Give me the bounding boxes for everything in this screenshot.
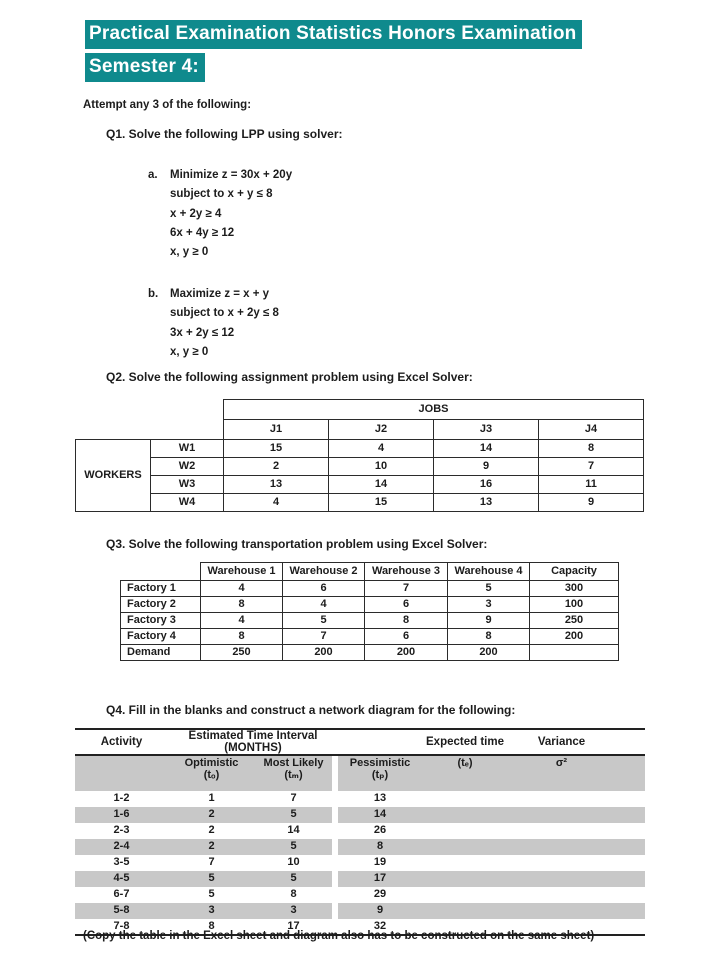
activity-cell: 6-7 [113,888,130,901]
most-likely-cell: 7 [290,792,297,805]
table-cell: 8 [201,629,283,645]
q1-part-a-lines [170,166,292,262]
col-header-j2: J2 [329,420,434,440]
col-header-warehouse3: Warehouse 3 [365,563,448,581]
table-row [75,887,645,903]
subheader-pessimistic [338,755,422,791]
col-header-j1: J1 [224,420,329,440]
optimistic-cell: 3 [168,903,255,919]
table-row [76,420,644,440]
q4-heading: Q4. Fill in the blanks and construct a network diagram for the following: [106,703,516,717]
table-row [75,871,645,887]
lpp-constraint-line: 3x + 2y ≤ 12 [170,326,235,339]
table-row [121,613,619,629]
optimistic-cell: 7 [208,856,215,869]
activity-cell: 2-3 [113,824,130,837]
row-header-demand: Demand [121,645,201,661]
expected-time-blank-cell [422,871,508,887]
table-cell: 200 [283,645,365,661]
expected-time-blank-cell [422,807,508,823]
table-cell: 8 [448,629,530,645]
table-cell: 6 [365,629,448,645]
activity-cell: 1-6 [75,807,168,823]
table-cell: 4 [329,440,434,458]
col-header-variance: Variance [508,729,645,755]
table-row [76,458,644,476]
table-cell: 250 [530,613,619,629]
table-cell: 200 [530,629,619,645]
variance-blank-cell [508,903,645,919]
row-header-factory3: Factory 3 [121,613,201,629]
lpp-objective-line: Maximize z = x + y [170,288,270,300]
expected-time-blank-cell [422,855,508,871]
table-cell: 8 [201,597,283,613]
col-header-capacity: Capacity [530,563,619,581]
table-cell: 4 [224,494,329,512]
q1-part-a [148,166,292,262]
table-row [75,823,645,839]
jobs-group-header: JOBS [224,400,644,420]
table-cell: 2 [224,458,329,476]
subheader-optimistic-symbol: (tₒ) [203,768,220,781]
table-row [121,645,619,661]
col-header-warehouse1: Warehouse 1 [201,563,283,581]
row-header-w2: W2 [151,458,224,476]
table-row [121,629,619,645]
table-header-row [75,729,645,755]
empty-corner-cell [121,563,201,581]
table-row [75,807,645,823]
table-cell: 14 [329,476,434,494]
table-cell: 200 [365,645,448,661]
q2-heading: Q2. Solve the following assignment problem using Excel Solver: [106,370,473,384]
table-cell: 5 [283,613,365,629]
table-cell: 3 [448,597,530,613]
most-likely-cell: 17 [287,919,300,932]
footer-note: (Copy the table in the Excel sheet and diagram also has to be constructed on the same sheet) [83,930,595,942]
activity-cell: 7-8 [113,919,130,932]
q1-part-a-label: a. [148,169,158,181]
pessimistic-cell: 8 [338,839,422,855]
table-cell: 6 [365,597,448,613]
q4-pert-table [75,728,645,936]
variance-blank-cell [508,807,645,823]
table-row [75,791,645,807]
most-likely-cell: 10 [287,856,300,869]
table-cell: 300 [530,581,619,597]
table-cell: 4 [201,581,283,597]
expected-time-blank-cell [422,823,508,839]
table-cell: 14 [434,440,539,458]
q1-part-b [148,285,279,362]
q1-part-b-lines [170,285,279,362]
table-row [121,581,619,597]
lpp-constraint-line: x, y ≥ 0 [170,345,209,358]
most-likely-cell: 3 [255,903,332,919]
activity-cell: 1-2 [113,792,130,805]
table-row [75,903,645,919]
subheader-variance-symbol: σ² [508,755,645,791]
page-title-line1: Practical Examination Statistics Honors Examination [85,20,582,49]
row-header-factory1: Factory 1 [121,581,201,597]
table-cell: 7 [283,629,365,645]
table-cell: 7 [539,458,644,476]
page-title-line2: Semester 4: [85,53,205,82]
optimistic-cell: 2 [168,839,255,855]
table-row [121,597,619,613]
pessimistic-cell: 14 [338,807,422,823]
table-cell: 8 [539,440,644,458]
row-header-w1: W1 [151,440,224,458]
expected-time-blank-cell [422,903,508,919]
subheader-optimistic [168,755,255,791]
most-likely-cell: 5 [255,807,332,823]
table-cell: 4 [283,597,365,613]
activity-cell: 4-5 [75,871,168,887]
optimistic-cell: 2 [208,824,215,837]
activity-cell: 5-8 [75,903,168,919]
q3-heading: Q3. Solve the following transportation problem using Excel Solver: [106,537,488,551]
table-row [75,839,645,855]
lpp-constraint-line: subject to x + y ≤ 8 [170,188,273,201]
optimistic-cell: 2 [168,807,255,823]
q1-part-b-label: b. [148,288,159,300]
table-cell: 16 [434,476,539,494]
expected-time-blank-cell [422,887,508,903]
table-cell: 10 [329,458,434,476]
lpp-constraint-line: x + 2y ≥ 4 [170,207,222,220]
q2-assignment-table [75,399,644,512]
table-cell: 13 [224,476,329,494]
table-row [76,476,644,494]
row-header-w4: W4 [151,494,224,512]
variance-blank-cell [508,839,645,855]
most-likely-cell: 14 [287,824,300,837]
row-header-w3: W3 [151,476,224,494]
variance-blank-cell [508,823,645,839]
col-header-activity: Activity [75,729,168,755]
table-cell: 100 [530,597,619,613]
pessimistic-cell: 13 [373,792,387,805]
table-row [76,400,644,420]
table-cell: 7 [365,581,448,597]
table-cell: 9 [539,494,644,512]
q3-transportation-table [120,562,619,661]
table-cell: 6 [283,581,365,597]
workers-group-header: WORKERS [76,440,151,512]
table-row [121,563,619,581]
optimistic-cell: 1 [208,792,215,805]
optimistic-cell: 8 [208,919,215,932]
table-subheader-row [75,755,645,791]
table-cell: 15 [224,440,329,458]
lpp-constraint-line: 6x + 4y ≥ 12 [170,226,235,239]
activity-cell: 2-4 [75,839,168,855]
table-cell: 9 [434,458,539,476]
pessimistic-cell: 19 [373,856,387,869]
q1-heading: Q1. Solve the following LPP using solver: [106,127,343,141]
table-row [76,440,644,458]
pessimistic-cell: 32 [373,919,387,932]
variance-blank-cell [508,791,645,807]
col-header-warehouse4: Warehouse 4 [448,563,530,581]
row-header-factory4: Factory 4 [121,629,201,645]
most-likely-cell: 5 [255,839,332,855]
lpp-constraint-line: subject to x + 2y ≤ 8 [170,307,279,320]
table-cell-empty [530,645,619,661]
pessimistic-cell: 17 [338,871,422,887]
subheader-expected-symbol: (tₑ) [422,755,508,791]
subheader-optimistic-label: Optimistic [184,757,239,770]
table-cell: 250 [201,645,283,661]
lpp-objective-line: Minimize z = 30x + 20y [170,169,293,181]
subheader-pessimistic-symbol: (tₚ) [371,768,389,781]
table-row [76,494,644,512]
table-row [75,855,645,871]
variance-blank-cell [508,871,645,887]
col-header-j4: J4 [539,420,644,440]
pessimistic-cell: 29 [373,888,387,901]
col-header-j3: J3 [434,420,539,440]
most-likely-cell: 8 [290,888,297,901]
variance-blank-cell [508,887,645,903]
row-header-factory2: Factory 2 [121,597,201,613]
optimistic-cell: 5 [208,888,215,901]
pessimistic-cell: 9 [338,903,422,919]
table-cell: 5 [448,581,530,597]
most-likely-cell: 5 [255,871,332,887]
table-cell: 11 [539,476,644,494]
table-cell: 15 [329,494,434,512]
activity-cell: 3-5 [113,856,130,869]
col-header-interval-group: Estimated Time Interval (MONTHS) [168,729,338,755]
table-cell: 9 [448,613,530,629]
subheader-empty-cell [75,755,168,791]
table-cell: 8 [365,613,448,629]
table-cell: 4 [201,613,283,629]
empty-corner-cell [76,400,224,420]
expected-time-blank-cell [422,791,508,807]
table-cell: 200 [448,645,530,661]
table-cell: 13 [434,494,539,512]
col-header-warehouse2: Warehouse 2 [283,563,365,581]
optimistic-cell: 5 [168,871,255,887]
pessimistic-cell: 26 [373,824,387,837]
subheader-pessimistic-label: Pessimistic [349,757,411,770]
col-header-pessimistic-groupend [338,729,422,755]
variance-blank-cell [508,855,645,871]
subheader-most-likely: Most Likely (tₘ) [255,755,332,791]
expected-time-blank-cell [422,839,508,855]
empty-corner-cell [76,420,224,440]
attempt-instruction: Attempt any 3 of the following: [83,99,252,111]
lpp-constraint-line: x, y ≥ 0 [170,246,209,259]
col-header-expected-time: Expected time [422,729,508,755]
